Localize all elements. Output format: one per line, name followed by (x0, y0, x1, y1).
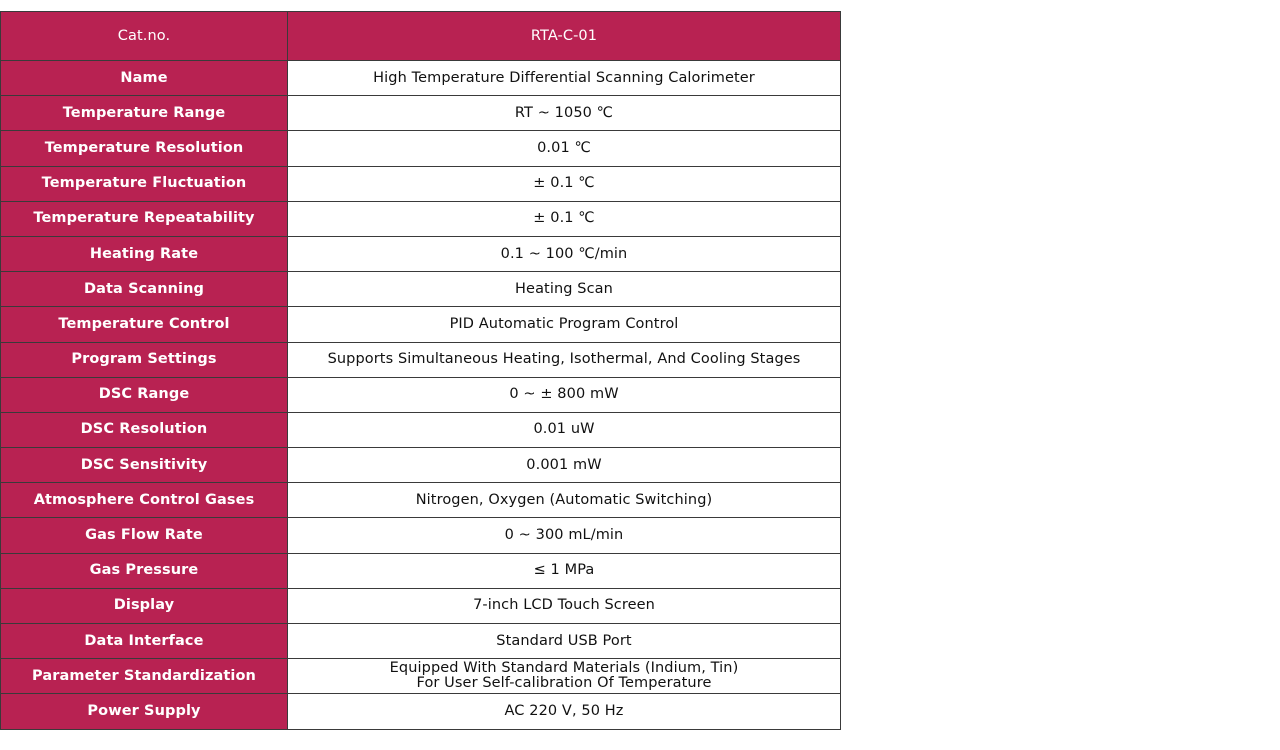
table-row (1, 518, 841, 553)
row-value: Standard USB Port (288, 624, 841, 659)
row-value: Nitrogen, Oxygen (Automatic Switching) (288, 483, 841, 518)
table-row (1, 483, 841, 518)
table-row (1, 61, 841, 96)
row-label: Temperature Repeatability (1, 201, 288, 236)
table-row (1, 377, 841, 412)
table-row (1, 131, 841, 166)
row-label: Gas Pressure (1, 553, 288, 588)
row-value (288, 659, 841, 694)
header-cat-no: Cat.no. (1, 12, 288, 61)
row-value-line-2: For User Self-calibration Of Temperature (416, 675, 712, 692)
table-header-row (1, 12, 841, 61)
table-row (1, 553, 841, 588)
row-value: RT ~ 1050 ℃ (288, 96, 841, 131)
row-value: ± 0.1 ℃ (288, 201, 841, 236)
row-value: 0.001 mW (288, 448, 841, 483)
row-label: Data Interface (1, 624, 288, 659)
row-value: ± 0.1 ℃ (288, 166, 841, 201)
row-label: DSC Resolution (1, 412, 288, 447)
row-label: DSC Sensitivity (1, 448, 288, 483)
row-value: 0.01 uW (288, 412, 841, 447)
table-row (1, 588, 841, 623)
row-label: Power Supply (1, 694, 288, 729)
row-value: 0 ~ 300 mL/min (288, 518, 841, 553)
table-row (1, 659, 841, 694)
table-row (1, 166, 841, 201)
row-value-line-1: Equipped With Standard Materials (Indium, Tin) (389, 660, 739, 677)
row-label: DSC Range (1, 377, 288, 412)
row-label: Gas Flow Rate (1, 518, 288, 553)
table-row (1, 201, 841, 236)
row-label: Temperature Resolution (1, 131, 288, 166)
row-label: Atmosphere Control Gases (1, 483, 288, 518)
row-label: Parameter Standardization (1, 659, 288, 694)
spec-table (0, 11, 841, 730)
row-value: ≤ 1 MPa (288, 553, 841, 588)
row-label: Display (1, 588, 288, 623)
row-value: High Temperature Differential Scanning Calorimeter (288, 61, 841, 96)
row-label: Temperature Range (1, 96, 288, 131)
table-row (1, 96, 841, 131)
table-row (1, 412, 841, 447)
row-value: Supports Simultaneous Heating, Isothermal, And Cooling Stages (288, 342, 841, 377)
table-row (1, 624, 841, 659)
row-label: Heating Rate (1, 236, 288, 271)
row-value: 7-inch LCD Touch Screen (288, 588, 841, 623)
table-row (1, 694, 841, 729)
row-label: Data Scanning (1, 272, 288, 307)
table-row (1, 342, 841, 377)
row-value: 0 ~ ± 800 mW (288, 377, 841, 412)
table-row (1, 272, 841, 307)
row-value: Heating Scan (288, 272, 841, 307)
row-label: Temperature Control (1, 307, 288, 342)
row-value: 0.1 ~ 100 ℃/min (288, 236, 841, 271)
row-label: Name (1, 61, 288, 96)
table-row (1, 236, 841, 271)
table-row (1, 307, 841, 342)
row-label: Program Settings (1, 342, 288, 377)
row-value: AC 220 V, 50 Hz (288, 694, 841, 729)
table-row (1, 448, 841, 483)
row-value: PID Automatic Program Control (288, 307, 841, 342)
row-value: 0.01 ℃ (288, 131, 841, 166)
header-model-number: RTA-C-01 (288, 12, 841, 61)
row-label: Temperature Fluctuation (1, 166, 288, 201)
